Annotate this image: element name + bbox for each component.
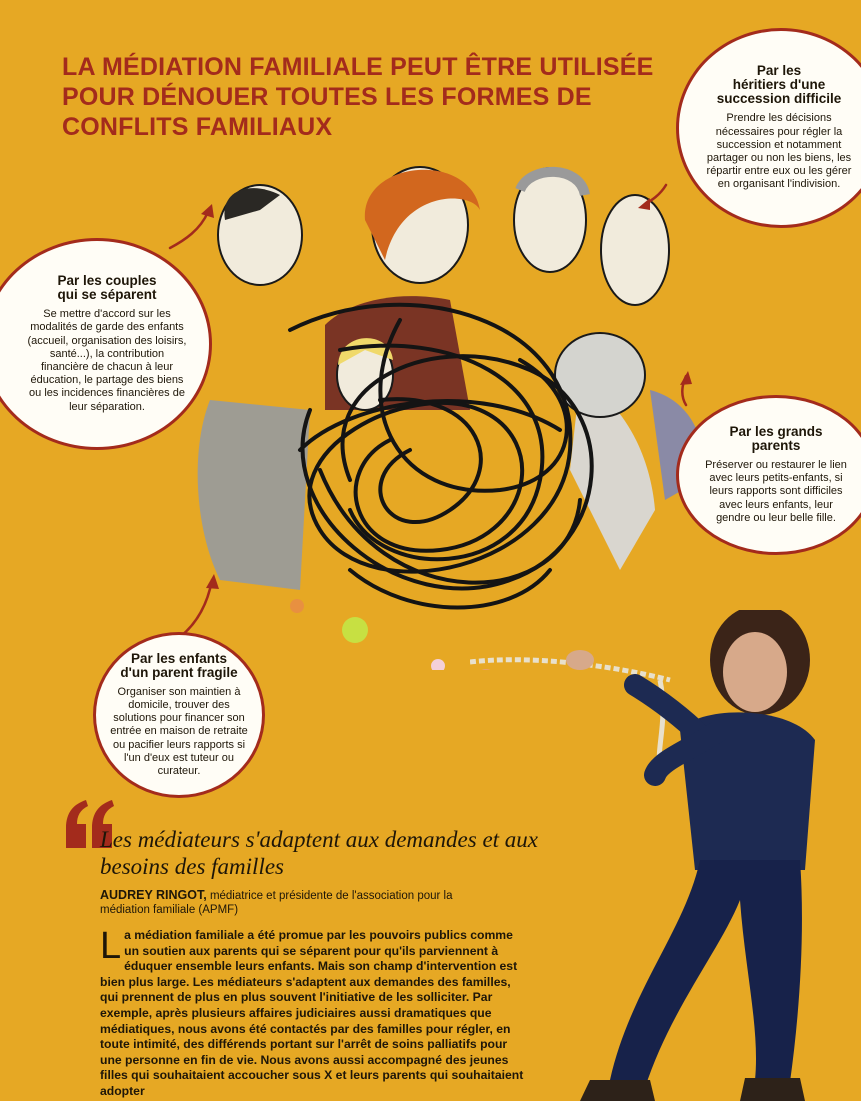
bubble-grands-parents-title [729,425,822,453]
woman-jeans [610,860,802,1088]
grandma-head [555,333,645,417]
bubble-enfants-title [120,652,237,680]
bubble-heritiers-text: Prendre les décisions nécessaires pour régler la succession et notamment partager ou non les biens, les répartir entre eux ou les gérer en organisant l'indivision. [706,112,852,191]
article-body [100,925,530,1100]
grandpa-face [601,195,669,305]
bubble-heritiers-title-line1: Par les [756,63,802,79]
bubble-couples-text: Se mettre d'accord sur les modalités de garde des enfants (accueil, organisation des loisirs, santé...), la contribution financière de chacun à leur éducation, le partage des biens ou les incidences financières de leur séparation. [27,308,187,413]
dot-pink [431,659,445,670]
bubble-enfants-text: Organiser son maintien à domicile, trouver des solutions pour financer son entrée en maison de retraite ou pacifier leurs rapports si l'un d'eux est tuteur ou curateur. [110,685,248,777]
bubble-grands-parents-title-line1: Par les grands [729,423,823,439]
byline-name: AUDREY RINGOT, [100,888,207,902]
bubble-grands-parents-text: Préserver ou restaurer le lien avec leurs petits-enfants, si leurs rapports sont difficiles avec leurs enfants, leur gendre ou leur belle fille. [705,458,847,524]
bubble-couples-title-line2: qui se séparent [57,287,157,303]
tangled-family-illustration [150,150,710,670]
pull-quote: Les médiateurs s'adaptent aux demandes et aux besoins des familles [100,827,539,879]
article-body-text: a médiation familiale a été promue par les pouvoirs publics comme un soutien aux parents qui se séparent pour qu'ils parviennent à éduquer ensemble leurs enfants. Mais son champ d'intervention est bien plus large. Les médiateurs s'adaptent aux demandes des familles, qui prennent de plus en plus souvent l'initiative de les solliciter. Par exemple, après plusieurs affaires judiciaires aussi dramatiques que médiatiques, nous avons été contactés par des familles pour régler, en toute intimité, des différends portant sur l'arrêt de soins palliatifs pour une personne en fin de vie. Nous avons aussi accompagné des jeunes filles qui souhaitaient accoucher sous X et leurs parents qui souhaitaient adopter [100,928,524,1098]
bubble-grands-parents [676,395,861,555]
bubble-heritiers-title-line2: héritiers d'une [732,77,826,93]
man-left-body [198,400,310,590]
bubble-couples-title [57,274,156,302]
woman-shoe-right [740,1078,805,1101]
bubble-heritiers-title-line3: succession difficile [716,91,842,107]
headline: LA MÉDIATION FAMILIALE PEUT ÊTRE UTILISÉE POUR DÉNOUER TOUTES LES FORMES DE CONFLITS FAMILIAUX [62,53,654,141]
woman-shoe-left [580,1080,655,1101]
byline [100,888,500,917]
woman-face [723,632,787,712]
bubble-couples-title-line1: Par les couples [57,273,157,289]
dot-amber [290,599,304,613]
bubble-grands-parents-title-line2: parents [751,437,801,453]
woman-hand [566,650,594,670]
drop-cap: L [100,925,122,967]
byline-role: médiatrice et présidente de l'association pour la médiation familiale (APMF) [100,890,453,916]
dot-green [342,617,368,643]
bubble-enfants [93,632,265,798]
bubble-enfants-title-line1: Par les enfants [130,650,228,666]
bubble-heritiers-title [717,64,842,106]
bubble-enfants-title-line2: d'un parent fragile [120,664,238,680]
woman-arm [635,685,700,735]
